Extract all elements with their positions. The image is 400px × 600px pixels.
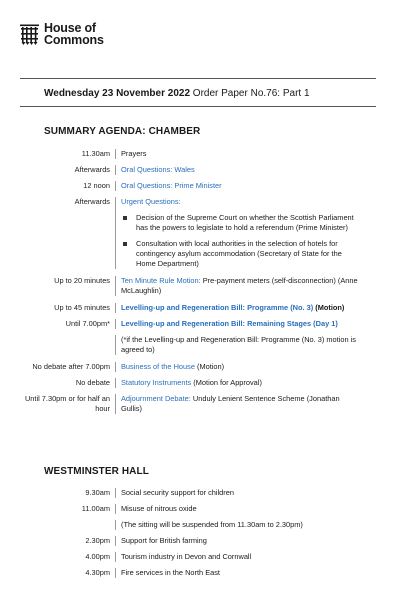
order-paper-number: Order Paper No.76: Part 1 [190,88,310,99]
agenda-text: Tourism industry in Devon and Cornwall [121,552,252,561]
portcullis-icon [20,24,39,46]
square-bullet-icon [123,216,127,220]
agenda-link[interactable]: Business of the House [121,362,195,371]
agenda-row [20,319,376,335]
agenda-time: No debate after 7.00pm [20,362,116,372]
agenda-time: Until 7.00pm* [20,319,116,329]
logo-wordmark [44,22,104,46]
agenda-item [116,362,376,372]
agenda-text: Prayers [121,149,147,158]
agenda-text: Pre-payment meters (self-disconnection) (Anne McLaughlin) [121,276,358,295]
agenda-row [20,335,376,362]
agenda-item [116,568,376,578]
agenda-item [116,504,376,514]
agenda-item [116,394,376,414]
agenda-link[interactable]: Oral Questions: Wales [121,165,195,174]
agenda-item [116,165,376,175]
agenda-item [116,149,376,159]
agenda-time [20,335,116,355]
title-divider [20,106,376,107]
agenda-item [116,276,376,296]
agenda-text: Social security support for children [121,488,234,497]
agenda-link[interactable]: Ten Minute Rule Motion: [121,276,201,285]
agenda-item [116,319,376,329]
agenda-item [116,488,376,498]
agenda-link[interactable]: Levelling-up and Regeneration Bill: Remaining Stages (Day 1) [121,319,338,328]
agenda-item [116,197,376,269]
agenda-row [20,394,376,414]
agenda-time: 11.00am [20,504,116,514]
agenda-text: (Motion for Approval) [191,378,262,387]
agenda-time: 2.30pm [20,536,116,546]
westminster-hall-agenda [20,488,376,578]
order-paper-title [44,88,310,99]
agenda-row [20,504,376,520]
agenda-time: Until 7.30pm or for half an hour [20,394,116,414]
agenda-text: Support for British farming [121,536,207,545]
agenda-text: (Motion) [194,362,225,371]
agenda-row [20,181,376,197]
agenda-time: No debate [20,378,116,388]
agenda-text: (Motion) [313,303,345,312]
agenda-row [20,276,376,303]
agenda-item [116,520,376,530]
agenda-text: Fire services in the North East [121,568,220,577]
agenda-text: Unduly Lenient Sentence Scheme (Jonathan Gullis) [121,394,340,413]
agenda-time: 12 noon [20,181,116,191]
agenda-text: (*if the Levelling-up and Regeneration Bill: Programme (No. 3) motion is agreed to) [121,335,356,354]
logo-line-2: Commons [44,33,104,47]
agenda-time: Afterwards [20,165,116,175]
chamber-heading: SUMMARY AGENDA: CHAMBER [44,126,201,137]
urgent-question-item [121,239,362,269]
agenda-text: (The sitting will be suspended from 11.30am to 2.30pm) [121,520,303,529]
agenda-item [116,181,376,191]
chamber-agenda [20,149,376,414]
agenda-item [116,552,376,562]
agenda-row [20,165,376,181]
agenda-time: 11.30am [20,149,116,159]
agenda-item [116,536,376,546]
urgent-question-item [121,213,362,233]
westminster-hall-heading: WESTMINSTER HALL [44,466,149,477]
square-bullet-icon [123,242,127,246]
agenda-time: 9.30am [20,488,116,498]
agenda-link[interactable]: Oral Questions: Prime Minister [121,181,222,190]
agenda-link[interactable]: Adjournment Debate: [121,394,191,403]
agenda-item [116,335,376,355]
agenda-row [20,488,376,504]
agenda-row [20,378,376,394]
agenda-row [20,362,376,378]
agenda-time: 4.30pm [20,568,116,578]
agenda-row [20,149,376,165]
agenda-time: Up to 20 minutes [20,276,116,296]
agenda-link[interactable]: Statutory Instruments [121,378,192,387]
agenda-row [20,568,376,578]
urgent-question-text: Consultation with local authorities in the selection of hotels for contingency asylum accommodation (Secretary of State for the Home Department) [136,239,342,268]
agenda-row [20,197,376,276]
agenda-link[interactable]: Levelling-up and Regeneration Bill: Programme (No. 3) [121,303,314,312]
agenda-item [116,378,376,388]
agenda-time: 4.00pm [20,552,116,562]
agenda-time [20,520,116,530]
agenda-row [20,536,376,552]
agenda-link[interactable]: Urgent Questions: [121,197,181,206]
logo-line-1: House of [44,21,96,35]
agenda-row [20,520,376,536]
agenda-time: Up to 45 minutes [20,303,116,313]
agenda-item [116,303,376,313]
agenda-time: Afterwards [20,197,116,269]
agenda-row [20,552,376,568]
urgent-question-text: Decision of the Supreme Court on whether the Scottish Parliament has the powers to legislate to hold a referendum (Prime Minister) [136,213,354,232]
agenda-text: Misuse of nitrous oxide [121,504,197,513]
order-paper-date: Wednesday 23 November 2022 [44,88,191,99]
top-divider [20,78,376,79]
house-of-commons-logo [20,22,104,46]
agenda-row [20,303,376,319]
